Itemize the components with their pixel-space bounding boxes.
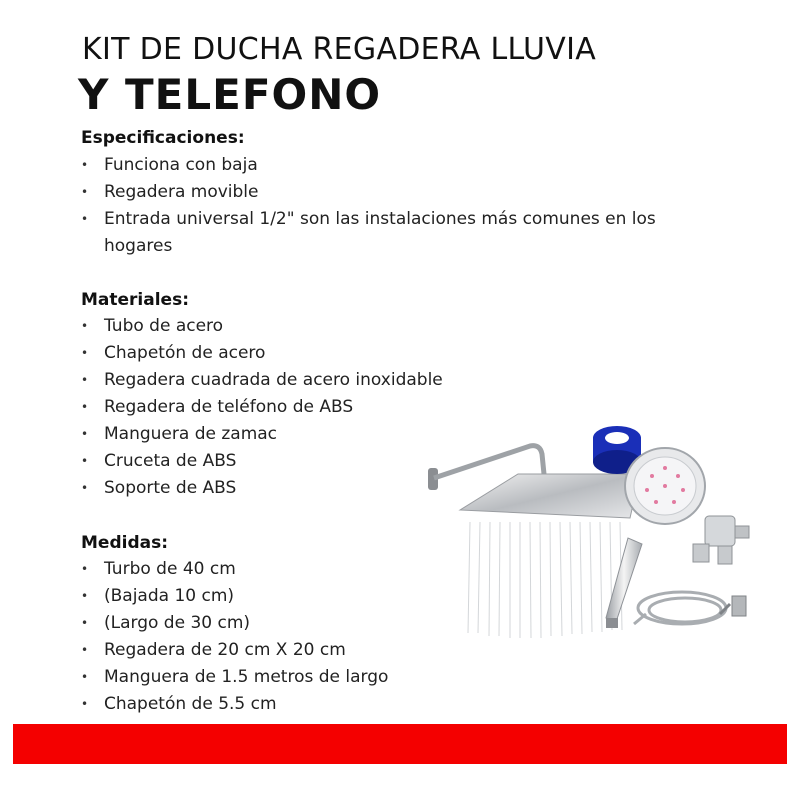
title-line-1: KIT DE DUCHA REGADERA LLUVIA <box>82 32 597 67</box>
list-item: • Turbo de 40 cm <box>81 556 721 583</box>
tee-connector <box>693 516 749 564</box>
list-item: • Regadera movible <box>81 179 721 206</box>
specs-heading: Especificaciones: <box>81 128 245 148</box>
list-item: • (Bajada 10 cm) <box>81 583 721 610</box>
list-item: • Cruceta de ABS <box>81 448 721 475</box>
product-image <box>420 418 760 643</box>
list-item: • Regadera de 20 cm X 20 cm <box>81 637 721 664</box>
measures-heading: Medidas: <box>81 533 169 553</box>
specs-list <box>81 152 721 260</box>
list-item: • Chapetón de acero <box>81 340 721 367</box>
title-line-2: Y TELEFONO <box>78 70 382 119</box>
list-item: • Manguera de 1.5 metros de largo <box>81 664 721 691</box>
list-item: • Chapetón de 5.5 cm <box>81 691 721 718</box>
shower-hose <box>634 592 726 624</box>
list-item: • (Largo de 30 cm) <box>81 610 721 637</box>
materials-heading: Materiales: <box>81 290 190 310</box>
list-item: • Regadera de teléfono de ABS <box>81 394 721 421</box>
list-item: • Regadera cuadrada de acero inoxidable <box>81 367 721 394</box>
list-item: • Funciona con baja <box>81 152 721 179</box>
list-item: • Entrada universal 1/2" son las instalaciones más comunes en los hogares <box>81 206 721 260</box>
list-item: • Soporte de ABS <box>81 475 721 502</box>
footer-red-bar <box>13 724 787 764</box>
list-item: • Manguera de zamac <box>81 421 721 448</box>
list-item: • Tubo de acero <box>81 313 721 340</box>
